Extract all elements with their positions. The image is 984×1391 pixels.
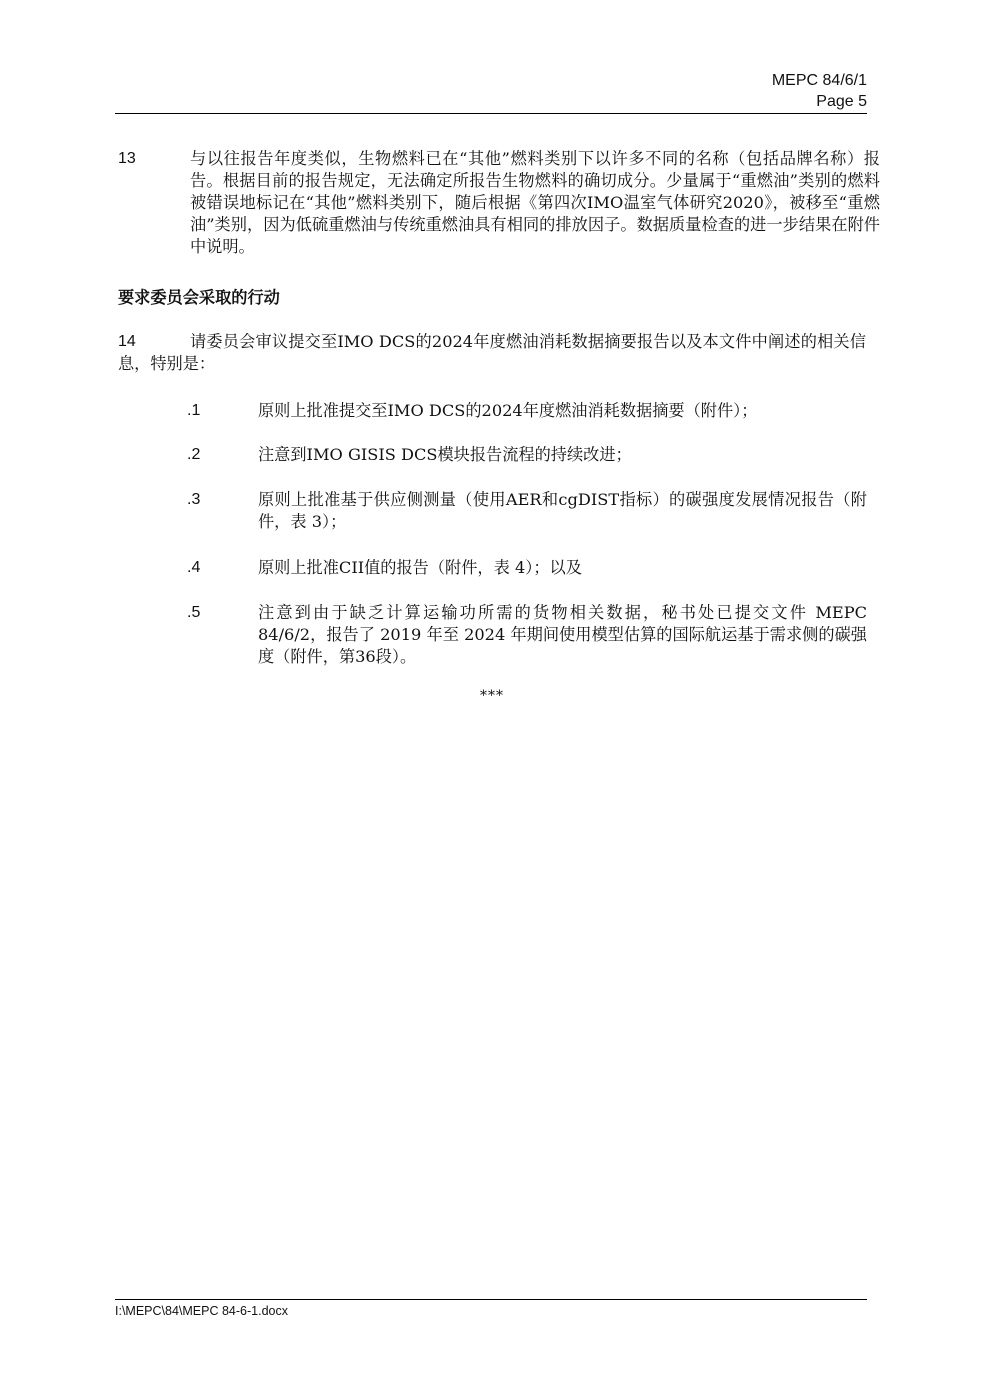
list-item-text: 注意到由于缺乏计算运输功所需的货物相关数据，秘书处已提交文件 MEPC 84/6/2，报告了 2019 年至 2024 年期间使用模型估算的国际航运基于需求侧的碳强度（附件，第36段）。 — [258, 603, 867, 666]
list-item — [187, 400, 867, 422]
list-item-number: .3 — [187, 491, 201, 508]
footer-rule — [115, 1299, 867, 1300]
paragraph-number: 14 — [118, 333, 136, 350]
section-heading: 要求委员会采取的行动 — [118, 288, 280, 307]
paragraph-13 — [118, 148, 880, 258]
paragraph-14 — [118, 331, 870, 375]
list-item-number: .1 — [187, 402, 201, 419]
paragraph-body: 请委员会审议提交至IMO DCS的2024年度燃油消耗数据摘要报告以及本文件中阐述的相关信息，特别是： — [118, 332, 866, 373]
paragraph-text — [118, 331, 866, 375]
list-item-text: 原则上批准提交至IMO DCS的2024年度燃油消耗数据摘要（附件）； — [258, 401, 758, 420]
end-separator: *** — [480, 688, 504, 704]
list-item-number: .2 — [187, 446, 201, 463]
list-item-text: 注意到IMO GISIS DCS模块报告流程的持续改进； — [258, 445, 632, 464]
list-item — [187, 602, 867, 668]
header-rule — [115, 113, 867, 114]
page-header — [115, 70, 867, 112]
paragraph-text: 与以往报告年度类似，生物燃料已在“其他”燃料类别下以许多不同的名称（包括品牌名称）报告。根据目前的报告规定，无法确定所报告生物燃料的确切成分。少量属于“重燃油”类别的燃料被错误地标记在“其他”燃料类别下，随后根据《第四次IMO温室气体研究2020》，被移至“重燃油”类别，因为低硫重燃油与传统重燃油具有相同的排放因子。数据质量检查的进一步结果在附件中说明。 — [190, 149, 880, 256]
list-item — [187, 489, 867, 533]
page-number: Page 5 — [816, 93, 867, 110]
list-item-text: 原则上批准CII值的报告（附件，表 4）；以及 — [258, 558, 582, 577]
document-reference: MEPC 84/6/1 — [771, 72, 867, 89]
list-item — [187, 444, 867, 466]
footer-file-path: I:\MEPC\84\MEPC 84-6-1.docx — [115, 1304, 288, 1318]
paragraph-number: 13 — [118, 150, 136, 167]
list-item-number: .5 — [187, 604, 201, 621]
list-item — [187, 557, 867, 579]
list-item-number: .4 — [187, 559, 201, 576]
list-item-text: 原则上批准基于供应侧测量（使用AER和cgDIST指标）的碳强度发展情况报告（附件，表 3）； — [258, 490, 867, 531]
